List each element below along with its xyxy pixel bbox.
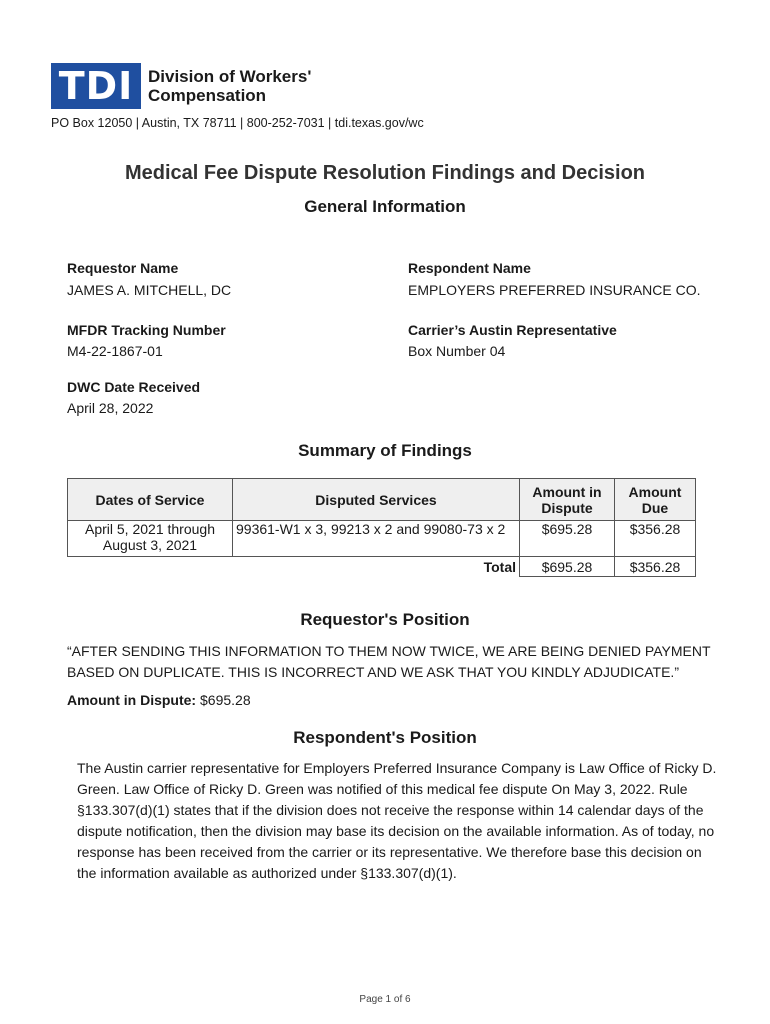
respondent-label: Respondent Name bbox=[408, 260, 531, 276]
amount-in-dispute-value: $695.28 bbox=[200, 692, 251, 708]
requestor-value: JAMES A. MITCHELL, DC bbox=[67, 282, 232, 298]
contact-line: PO Box 12050 | Austin, TX 78711 | 800-252-7031 | tdi.texas.gov/wc bbox=[51, 116, 424, 130]
col-amount-due: Amount Due bbox=[615, 479, 696, 521]
summary-table bbox=[67, 478, 696, 577]
general-info-heading: General Information bbox=[304, 197, 466, 216]
table-header-row bbox=[68, 479, 696, 521]
document-title: Medical Fee Dispute Resolution Findings and Decision bbox=[124, 162, 646, 184]
cell-amount-in-dispute: $695.28 bbox=[520, 521, 615, 557]
tdi-logo: TDI bbox=[51, 63, 141, 109]
cell-services: 99361-W1 x 3, 99213 x 2 and 99080-73 x 2 bbox=[233, 521, 520, 557]
tracking-label: MFDR Tracking Number bbox=[67, 322, 226, 338]
respondent-position-heading: Respondent's Position bbox=[293, 728, 477, 747]
received-value: April 28, 2022 bbox=[67, 400, 154, 416]
received-label: DWC Date Received bbox=[67, 379, 201, 395]
division-line-1: Division of Workers' bbox=[148, 67, 312, 86]
total-due: $356.28 bbox=[615, 557, 696, 577]
requestor-quote: “AFTER SENDING THIS INFORMATION TO THEM NOW TWICE, WE ARE BEING DENIED PAYMENT BASED ON DUPLICATE. THIS IS INCORRECT AND WE ASK THAT YOU KINDLY ADJUDICATE.” bbox=[67, 643, 711, 680]
col-amount-in-dispute: Amount in Dispute bbox=[520, 479, 615, 521]
respondent-value: EMPLOYERS PREFERRED INSURANCE CO. bbox=[408, 282, 701, 298]
division-line-2: Compensation bbox=[148, 86, 267, 105]
requestor-label: Requestor Name bbox=[67, 260, 179, 276]
respondent-position-body: The Austin carrier representative for Employers Preferred Insurance Company is Law Office of Ricky D. Green. Law Office of Ricky D. Green was notified of this medical fee dispute On May 3, 2022. Rule §133.307(d)(1) states that if the division does not receive the response within 14 calendar days of the dispute notification, then the division may base its decision on the available information. As of today, no response has been received from the carrier or its representative. We therefore base this decision on the information available as authorized under §133.307(d)(1). bbox=[77, 760, 717, 881]
col-dates-of-service: Dates of Service bbox=[68, 479, 233, 521]
total-row bbox=[68, 557, 696, 577]
cell-amount-due: $356.28 bbox=[615, 521, 696, 557]
carrier-label: Carrier’s Austin Representative bbox=[408, 322, 617, 338]
col-disputed-services: Disputed Services bbox=[233, 479, 520, 521]
cell-dates: April 5, 2021 through August 3, 2021 bbox=[68, 521, 233, 557]
summary-heading: Summary of Findings bbox=[298, 441, 472, 460]
total-label: Total bbox=[483, 558, 516, 575]
carrier-value: Box Number 04 bbox=[408, 343, 506, 359]
requestor-position-heading: Requestor's Position bbox=[300, 610, 470, 629]
tracking-value: M4-22-1867-01 bbox=[67, 343, 163, 359]
total-dispute: $695.28 bbox=[520, 557, 615, 577]
amount-in-dispute-label: Amount in Dispute: bbox=[67, 692, 197, 708]
table-row bbox=[68, 521, 696, 557]
page-number: Page 1 of 6 bbox=[359, 994, 411, 1005]
amount-in-dispute-line bbox=[67, 690, 251, 711]
division-name bbox=[148, 67, 311, 105]
